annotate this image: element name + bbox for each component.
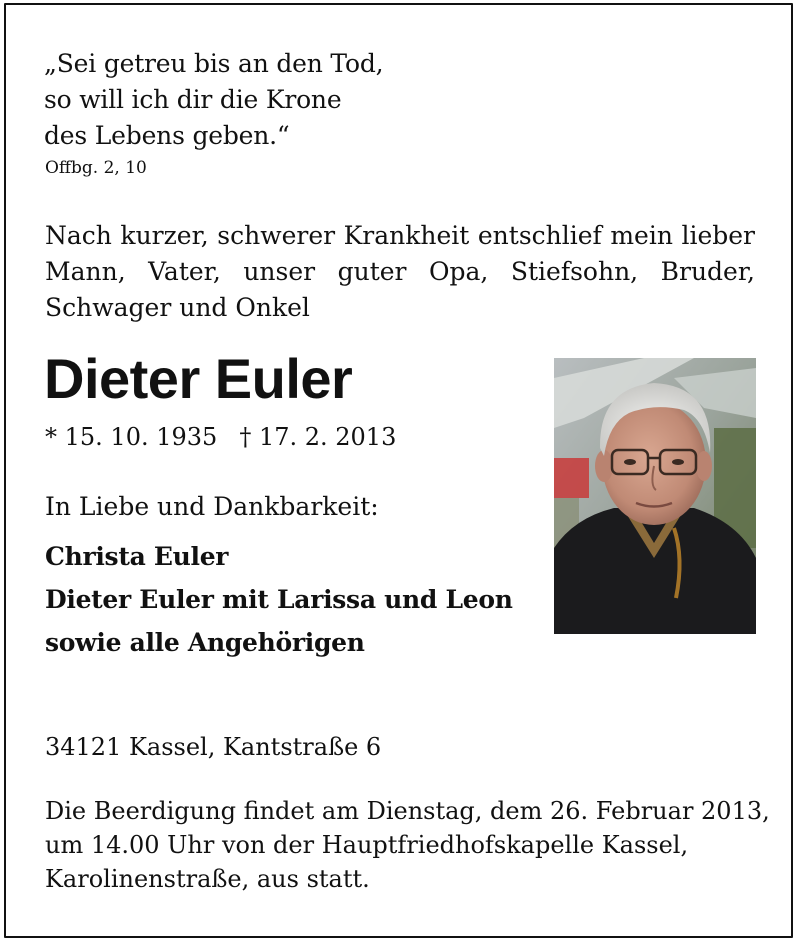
deceased-name: Dieter Euler (44, 347, 353, 410)
intro-text: Nach kurzer, schwerer Krankheit entschlief mein lieber Mann, Vater, unser guter Opa, Stiefsohn, Bruder, Schwager und Onkel (45, 221, 755, 322)
funeral-line: Karolinenstraße, aus statt. (45, 865, 370, 893)
family-list (45, 535, 513, 664)
birth-date: * 15. 10. 1935 (45, 423, 218, 451)
quote-line: des Lebens geben.“ (44, 121, 290, 150)
life-dates (45, 421, 396, 453)
funeral-line: Die Beerdigung findet am Dienstag, dem 26. Februar 2013, (45, 797, 770, 825)
bible-quote (44, 46, 383, 154)
portrait-photo (554, 358, 756, 634)
funeral-line: um 14.00 Uhr von der Hauptfriedhofskapelle Kassel, (45, 831, 689, 859)
family-member: Christa Euler (45, 542, 229, 571)
family-member: sowie alle Angehörigen (45, 628, 365, 657)
family-member: Dieter Euler mit Larissa und Leon (45, 585, 513, 614)
address: 34121 Kassel, Kantstraße 6 (45, 733, 382, 761)
dedication-line: In Liebe und Dankbarkeit: (45, 492, 379, 521)
quote-line: so will ich dir die Krone (44, 85, 342, 114)
quote-reference: Offbg. 2, 10 (45, 158, 147, 178)
death-date: † 17. 2. 2013 (239, 423, 397, 451)
funeral-details (45, 794, 770, 896)
quote-line: „Sei getreu bis an den Tod, (44, 49, 384, 78)
